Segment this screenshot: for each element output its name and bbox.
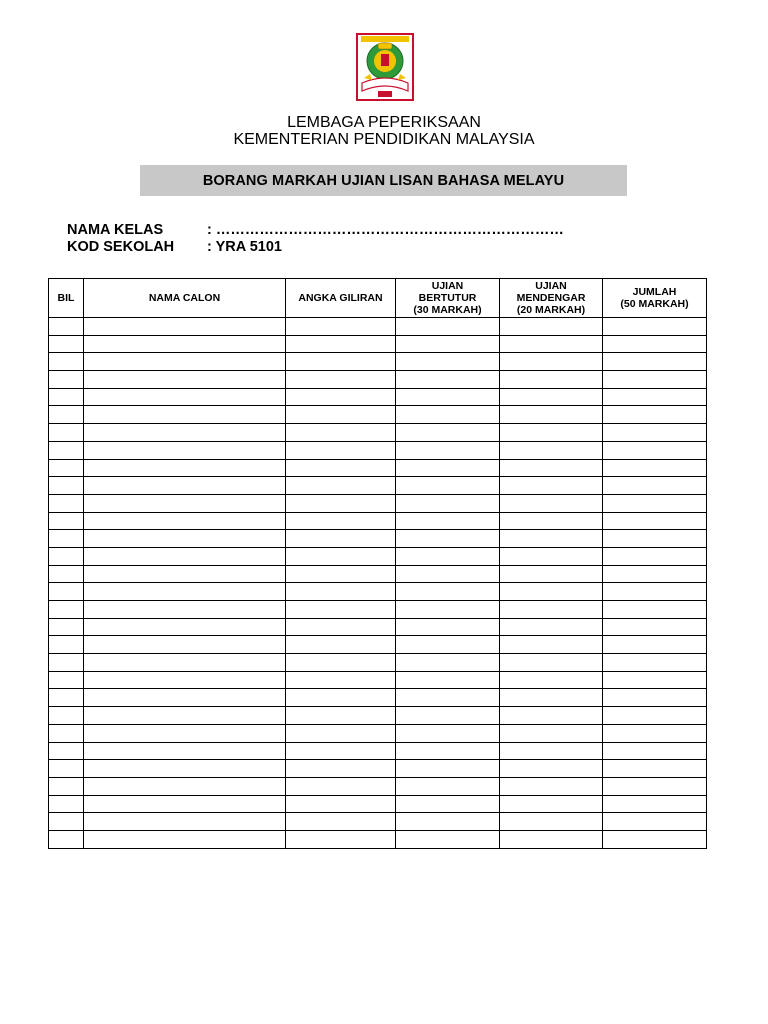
table-cell-ujian-mendengar[interactable] [500,512,603,530]
table-cell-ujian-bertutur[interactable] [396,618,500,636]
table-cell-jumlah[interactable] [603,671,707,689]
table-row [49,795,707,813]
table-cell-bil[interactable] [49,459,84,477]
column-header-line: (50 MARKAH) [620,298,689,310]
table-cell-jumlah[interactable] [603,583,707,601]
table-cell-ujian-mendengar[interactable] [500,760,603,778]
column-header-line: BIL [57,292,75,304]
table-row [49,618,707,636]
table-cell-ujian-bertutur[interactable] [396,406,500,424]
table-cell-jumlah[interactable] [603,654,707,672]
table-cell-ujian-bertutur[interactable] [396,459,500,477]
table-cell-ujian-bertutur[interactable] [396,601,500,619]
table-cell-ujian-bertutur[interactable] [396,689,500,707]
nama-kelas-value: : ……………………………………………………………… [207,222,564,238]
table-cell-jumlah[interactable] [603,459,707,477]
table-cell-bil[interactable] [49,777,84,795]
table-cell-angka-giliran[interactable] [286,459,396,477]
table-cell-jumlah[interactable] [603,388,707,406]
table-cell-bil[interactable] [49,671,84,689]
kod-sekolah-label: KOD SEKOLAH [67,239,175,255]
table-cell-ujian-mendengar[interactable] [500,424,603,442]
kod-sekolah-field [67,239,282,255]
table-cell-ujian-bertutur[interactable] [396,830,500,848]
table-cell-angka-giliran[interactable] [286,707,396,725]
table-cell-ujian-bertutur[interactable] [396,724,500,742]
table-cell-jumlah[interactable] [603,760,707,778]
table-cell-angka-giliran[interactable] [286,512,396,530]
table-cell-bil[interactable] [49,654,84,672]
table-cell-ujian-mendengar[interactable] [500,547,603,565]
table-cell-nama-calon[interactable] [84,335,286,353]
table-cell-bil[interactable] [49,371,84,389]
table-cell-jumlah[interactable] [603,830,707,848]
table-cell-jumlah[interactable] [603,689,707,707]
table-cell-ujian-mendengar[interactable] [500,671,603,689]
table-cell-nama-calon[interactable] [84,742,286,760]
table-cell-bil[interactable] [49,547,84,565]
table-cell-jumlah[interactable] [603,477,707,495]
table-cell-ujian-mendengar[interactable] [500,530,603,548]
table-cell-ujian-mendengar[interactable] [500,335,603,353]
table-cell-ujian-bertutur[interactable] [396,636,500,654]
table-body [49,318,707,849]
table-cell-ujian-mendengar[interactable] [500,777,603,795]
table-cell-angka-giliran[interactable] [286,830,396,848]
table-cell-ujian-bertutur[interactable] [396,547,500,565]
table-cell-bil[interactable] [49,494,84,512]
table-cell-bil[interactable] [49,353,84,371]
table-cell-bil[interactable] [49,406,84,424]
table-row [49,494,707,512]
table-cell-jumlah[interactable] [603,335,707,353]
table-cell-nama-calon[interactable] [84,618,286,636]
table-cell-jumlah[interactable] [603,547,707,565]
table-cell-jumlah[interactable] [603,813,707,831]
table-row [49,388,707,406]
table-cell-ujian-mendengar[interactable] [500,742,603,760]
table-cell-ujian-mendengar[interactable] [500,406,603,424]
table-cell-ujian-mendengar[interactable] [500,707,603,725]
table-cell-ujian-bertutur[interactable] [396,742,500,760]
table-cell-jumlah[interactable] [603,318,707,336]
table-cell-ujian-mendengar[interactable] [500,724,603,742]
table-cell-nama-calon[interactable] [84,547,286,565]
table-cell-nama-calon[interactable] [84,830,286,848]
table-cell-ujian-bertutur[interactable] [396,318,500,336]
table-cell-angka-giliran[interactable] [286,583,396,601]
table-row [49,760,707,778]
table-cell-ujian-mendengar[interactable] [500,459,603,477]
table-cell-ujian-mendengar[interactable] [500,353,603,371]
table-header-row [49,279,707,318]
table-cell-angka-giliran[interactable] [286,618,396,636]
column-header-bil [49,279,84,318]
table-row [49,371,707,389]
table-cell-jumlah[interactable] [603,636,707,654]
table-cell-nama-calon[interactable] [84,724,286,742]
column-header-line: UJIAN [431,280,464,292]
table-cell-nama-calon[interactable] [84,760,286,778]
table-cell-ujian-bertutur[interactable] [396,671,500,689]
table-cell-bil[interactable] [49,512,84,530]
table-cell-angka-giliran[interactable] [286,441,396,459]
table-row [49,406,707,424]
table-cell-nama-calon[interactable] [84,406,286,424]
table-cell-bil[interactable] [49,636,84,654]
table-cell-angka-giliran[interactable] [286,671,396,689]
table-cell-angka-giliran[interactable] [286,760,396,778]
table-cell-jumlah[interactable] [603,724,707,742]
table-row [49,654,707,672]
table-cell-angka-giliran[interactable] [286,494,396,512]
table-cell-ujian-bertutur[interactable] [396,494,500,512]
nama-kelas-label: NAMA KELAS [67,222,164,238]
table-cell-ujian-bertutur[interactable] [396,565,500,583]
table-cell-ujian-bertutur[interactable] [396,388,500,406]
table-cell-ujian-bertutur[interactable] [396,583,500,601]
table-cell-bil[interactable] [49,565,84,583]
table-cell-jumlah[interactable] [603,371,707,389]
table-row [49,512,707,530]
table-cell-angka-giliran[interactable] [286,530,396,548]
table-cell-jumlah[interactable] [603,601,707,619]
table-cell-nama-calon[interactable] [84,494,286,512]
org-line-2: KEMENTERIAN PENDIDIKAN MALAYSIA [233,131,535,148]
table-cell-ujian-bertutur[interactable] [396,795,500,813]
column-header-line: (30 MARKAH) [413,304,482,316]
table-cell-jumlah[interactable] [603,742,707,760]
table-cell-angka-giliran[interactable] [286,388,396,406]
table-cell-angka-giliran[interactable] [286,795,396,813]
table-cell-ujian-mendengar[interactable] [500,477,603,495]
table-cell-nama-calon[interactable] [84,654,286,672]
column-header-line: JUMLAH [632,286,677,298]
column-header-line: BERTUTUR [418,292,477,304]
table-row [49,583,707,601]
table-cell-angka-giliran[interactable] [286,636,396,654]
column-header-line: NAMA CALON [148,292,221,304]
table-cell-nama-calon[interactable] [84,353,286,371]
table-cell-angka-giliran[interactable] [286,318,396,336]
table-cell-bil[interactable] [49,318,84,336]
table-cell-nama-calon[interactable] [84,477,286,495]
table-cell-ujian-mendengar[interactable] [500,813,603,831]
table-cell-ujian-bertutur[interactable] [396,760,500,778]
form-title-banner: BORANG MARKAH UJIAN LISAN BAHASA MELAYU [140,165,627,196]
table-cell-ujian-bertutur[interactable] [396,424,500,442]
table-cell-ujian-bertutur[interactable] [396,441,500,459]
table-row [49,636,707,654]
table-cell-ujian-mendengar[interactable] [500,636,603,654]
table-cell-nama-calon[interactable] [84,689,286,707]
table-cell-jumlah[interactable] [603,530,707,548]
table-cell-angka-giliran[interactable] [286,353,396,371]
table-cell-jumlah[interactable] [603,424,707,442]
table-cell-jumlah[interactable] [603,494,707,512]
kod-sekolah-value: : YRA 5101 [207,239,282,255]
table-row [49,724,707,742]
table-row [49,477,707,495]
table-cell-nama-calon[interactable] [84,459,286,477]
table-cell-bil[interactable] [49,335,84,353]
table-cell-ujian-mendengar[interactable] [500,441,603,459]
table-cell-nama-calon[interactable] [84,795,286,813]
table-cell-bil[interactable] [49,707,84,725]
column-header-nama-calon [84,279,286,318]
table-cell-ujian-mendengar[interactable] [500,318,603,336]
table-row [49,459,707,477]
table-cell-ujian-mendengar[interactable] [500,494,603,512]
column-header-line: UJIAN [535,280,567,292]
table-cell-angka-giliran[interactable] [286,477,396,495]
table-row [49,830,707,848]
table-cell-nama-calon[interactable] [84,583,286,601]
table-cell-ujian-bertutur[interactable] [396,477,500,495]
table-cell-nama-calon[interactable] [84,388,286,406]
table-cell-nama-calon[interactable] [84,512,286,530]
table-cell-bil[interactable] [49,388,84,406]
table-cell-jumlah[interactable] [603,512,707,530]
table-cell-bil[interactable] [49,601,84,619]
table-row [49,565,707,583]
table-cell-ujian-bertutur[interactable] [396,777,500,795]
table-cell-ujian-bertutur[interactable] [396,335,500,353]
table-cell-jumlah[interactable] [603,795,707,813]
table-cell-jumlah[interactable] [603,777,707,795]
org-line-1: LEMBAGA PEPERIKSAAN [287,114,481,131]
table-cell-nama-calon[interactable] [84,601,286,619]
table-cell-angka-giliran[interactable] [286,724,396,742]
table-cell-ujian-mendengar[interactable] [500,654,603,672]
table-cell-bil[interactable] [49,530,84,548]
table-row [49,441,707,459]
table-cell-angka-giliran[interactable] [286,813,396,831]
table-cell-angka-giliran[interactable] [286,601,396,619]
column-header-ujian-bertutur [396,279,500,318]
table-cell-angka-giliran[interactable] [286,742,396,760]
table-row [49,318,707,336]
table-cell-bil[interactable] [49,760,84,778]
table-cell-nama-calon[interactable] [84,424,286,442]
table-cell-bil[interactable] [49,477,84,495]
table-cell-ujian-bertutur[interactable] [396,371,500,389]
table-cell-ujian-mendengar[interactable] [500,601,603,619]
column-header-ujian-mendengar [500,279,603,318]
table-cell-bil[interactable] [49,424,84,442]
table-cell-nama-calon[interactable] [84,636,286,654]
table-cell-bil[interactable] [49,689,84,707]
table-row [49,547,707,565]
table-row [49,353,707,371]
table-row [49,707,707,725]
table-cell-bil[interactable] [49,742,84,760]
table-row [49,671,707,689]
table-cell-nama-calon[interactable] [84,565,286,583]
table-cell-ujian-mendengar[interactable] [500,689,603,707]
table-cell-angka-giliran[interactable] [286,547,396,565]
column-header-line: MENDENGAR [516,292,586,304]
table-cell-ujian-mendengar[interactable] [500,371,603,389]
table-cell-ujian-bertutur[interactable] [396,512,500,530]
table-cell-angka-giliran[interactable] [286,777,396,795]
table-cell-jumlah[interactable] [603,707,707,725]
table-cell-jumlah[interactable] [603,441,707,459]
table-cell-bil[interactable] [49,618,84,636]
table-cell-ujian-mendengar[interactable] [500,830,603,848]
nama-kelas-field [67,222,564,238]
table-cell-angka-giliran[interactable] [286,689,396,707]
table-cell-ujian-mendengar[interactable] [500,795,603,813]
table-cell-nama-calon[interactable] [84,371,286,389]
table-cell-bil[interactable] [49,813,84,831]
table-cell-nama-calon[interactable] [84,777,286,795]
table-cell-angka-giliran[interactable] [286,406,396,424]
table-cell-bil[interactable] [49,795,84,813]
table-cell-ujian-mendengar[interactable] [500,583,603,601]
table-row [49,530,707,548]
marks-table [48,278,707,849]
table-cell-nama-calon[interactable] [84,530,286,548]
column-header-jumlah [603,279,707,318]
table-cell-bil[interactable] [49,830,84,848]
table-row [49,689,707,707]
ministry-crest-icon [356,33,414,101]
table-cell-bil[interactable] [49,724,84,742]
table-cell-angka-giliran[interactable] [286,371,396,389]
table-row [49,813,707,831]
table-cell-bil[interactable] [49,583,84,601]
table-row [49,777,707,795]
table-cell-nama-calon[interactable] [84,707,286,725]
table-cell-jumlah[interactable] [603,406,707,424]
table-cell-nama-calon[interactable] [84,441,286,459]
table-cell-jumlah[interactable] [603,353,707,371]
table-row [49,424,707,442]
table-cell-bil[interactable] [49,441,84,459]
table-row [49,742,707,760]
table-cell-angka-giliran[interactable] [286,654,396,672]
column-header-line: ANGKA GILIRAN [298,292,383,304]
column-header-angka-giliran [286,279,396,318]
table-cell-angka-giliran[interactable] [286,565,396,583]
table-cell-ujian-bertutur[interactable] [396,813,500,831]
table-cell-jumlah[interactable] [603,618,707,636]
table-cell-ujian-mendengar[interactable] [500,565,603,583]
column-header-line: (20 MARKAH) [516,304,586,316]
table-cell-ujian-mendengar[interactable] [500,618,603,636]
table-cell-ujian-bertutur[interactable] [396,353,500,371]
table-cell-ujian-bertutur[interactable] [396,707,500,725]
table-cell-ujian-bertutur[interactable] [396,654,500,672]
table-cell-ujian-bertutur[interactable] [396,530,500,548]
table-row [49,601,707,619]
table-cell-nama-calon[interactable] [84,671,286,689]
table-cell-nama-calon[interactable] [84,318,286,336]
table-row [49,335,707,353]
table-cell-nama-calon[interactable] [84,813,286,831]
table-cell-ujian-mendengar[interactable] [500,388,603,406]
table-cell-angka-giliran[interactable] [286,335,396,353]
table-cell-jumlah[interactable] [603,565,707,583]
table-cell-angka-giliran[interactable] [286,424,396,442]
